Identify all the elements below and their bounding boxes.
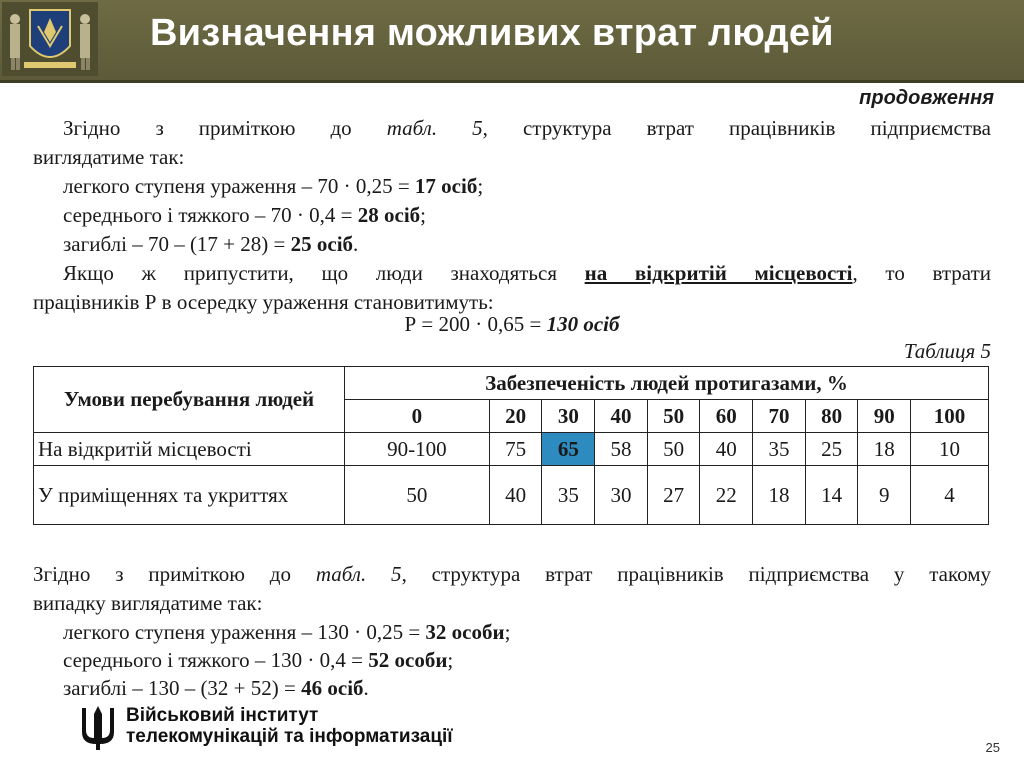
row-label: У приміщеннях та укриттях (34, 466, 345, 525)
page-number: 25 (985, 740, 1000, 755)
institute-name-line1: Військовий інститут (126, 705, 319, 726)
column-header: 20 (489, 400, 542, 433)
trident-icon (78, 704, 118, 750)
intro-paragraph-cont: виглядатиме так: (33, 145, 185, 169)
table-cell: 9 (858, 466, 911, 525)
table-cell: 30 (595, 466, 648, 525)
column-header: 50 (647, 400, 700, 433)
intro-paragraph: Згідно з приміткою до табл. 5, структура втрат працівників підприємства (63, 116, 991, 140)
outro-light-injury: легкого ступеня ураження – 130 · 0,25 = 32 особи; (63, 620, 511, 644)
column-header: 70 (753, 400, 806, 433)
header-supply: Забезпеченість людей протигазами, % (345, 367, 989, 400)
table-cell: 50 (647, 433, 700, 466)
table-cell: 10 (911, 433, 989, 466)
military-crest-icon (2, 2, 98, 76)
table-cell: 25 (805, 433, 858, 466)
intro-medium-injury: середнього і тяжкого – 70 · 0,4 = 28 осіб; (63, 203, 426, 227)
continuation-label: продовження (859, 87, 994, 109)
row-label: На відкритій місцевості (34, 433, 345, 466)
table-cell: 58 (595, 433, 648, 466)
column-header: 100 (911, 400, 989, 433)
gas-mask-table (33, 366, 989, 525)
table-cell: 40 (489, 466, 542, 525)
table-cell: 27 (647, 466, 700, 525)
page-title: Визначення можливих втрат людей (150, 12, 834, 54)
outro-dead: загиблі – 130 – (32 + 52) = 46 осіб. (63, 676, 369, 700)
table-cell: 90-100 (345, 433, 490, 466)
outro-paragraph: Згідно з приміткою до табл. 5, структура втрат працівників підприємства у такому (33, 562, 992, 586)
outro-medium-injury: середнього і тяжкого – 130 · 0,4 = 52 особи; (63, 648, 454, 672)
open-terrain-paragraph: Якщо ж припустити, що люди знаходяться на відкритій місцевості, то втрати (63, 261, 992, 285)
table-row (34, 466, 989, 525)
table-cell: 50 (345, 466, 490, 525)
intro-light-injury: легкого ступеня ураження – 70 · 0,25 = 17 осіб; (63, 174, 484, 198)
column-header: 80 (805, 400, 858, 433)
highlighted-cell: 65 (542, 433, 595, 466)
table-cell: 75 (489, 433, 542, 466)
column-header: 90 (858, 400, 911, 433)
open-terrain-paragraph-cont: працівників Р в осередку ураження становитимуть: (33, 290, 494, 314)
intro-dead: загиблі – 70 – (17 + 28) = 25 осіб. (63, 232, 359, 256)
column-header: 30 (542, 400, 595, 433)
column-header: 0 (345, 400, 490, 433)
table-cell: 35 (753, 433, 806, 466)
formula: Р = 200 · 0,65 = 130 осіб (404, 312, 620, 336)
outro-paragraph-cont: випадку виглядатиме так: (33, 591, 263, 615)
column-header: 60 (700, 400, 753, 433)
table-cell: 22 (700, 466, 753, 525)
institute-name-line2: телекомунікацій та інформатизації (126, 726, 453, 747)
title-bar (0, 0, 1024, 83)
table-cell: 18 (858, 433, 911, 466)
table-cell: 18 (753, 466, 806, 525)
institute-name (126, 705, 453, 747)
table-cell: 35 (542, 466, 595, 525)
column-header: 40 (595, 400, 648, 433)
table-caption: Таблиця 5 (903, 339, 991, 363)
table-cell: 14 (805, 466, 858, 525)
table-cell: 4 (911, 466, 989, 525)
header-conditions: Умови перебування людей (34, 367, 345, 433)
table-row (34, 433, 989, 466)
table-cell: 40 (700, 433, 753, 466)
